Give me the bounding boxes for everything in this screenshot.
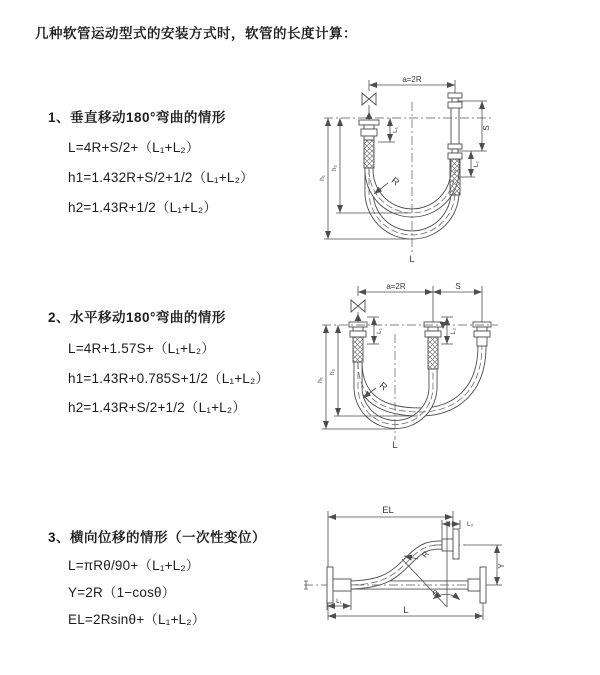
radius-label: R xyxy=(420,549,431,560)
dim-label-s: S xyxy=(455,282,461,291)
bottom-right-flange xyxy=(468,567,486,603)
page-title: 几种软管运动型式的安装方式时，软管的长度计算： xyxy=(35,26,357,41)
formula-line: h1=1.43R+0.785S+1/2（L₁+L₂） xyxy=(68,371,270,386)
dim-label-l2: L₂ xyxy=(450,327,457,335)
dim-label-l1: L₁ xyxy=(392,127,399,133)
left-fitting xyxy=(359,112,379,168)
section-3-heading: 3、横向位移的情形（一次性变位） xyxy=(48,530,267,545)
dim-label-y: Y xyxy=(497,563,506,569)
right-pipe-fittings xyxy=(448,93,462,195)
section-2-heading: 2、水平移动180°弯曲的情形 xyxy=(48,310,226,325)
middle-fitting xyxy=(424,322,447,369)
dim-label-h1: h₁ xyxy=(317,377,324,383)
formula-line: L=4R+1.57S+（L₁+L₂） xyxy=(68,341,215,356)
formula-line: L=πRθ/90+（L₁+L₂） xyxy=(68,558,200,573)
diagram-lateral-displacement xyxy=(296,493,600,653)
length-label: L xyxy=(403,605,409,616)
top-right-flange xyxy=(442,529,459,559)
dim-label-el: EL xyxy=(382,505,394,516)
dimensions xyxy=(327,505,506,620)
dim-label-l1: L₁ xyxy=(336,598,342,605)
radius-label: R xyxy=(388,175,402,189)
dim-label-a2r: a=2R xyxy=(386,282,406,291)
diagram-vertical-180-bend xyxy=(312,76,592,266)
dim-label-l2: L₂ xyxy=(473,160,480,168)
dim-label-l2: L₂ xyxy=(467,521,474,528)
valve-icon xyxy=(362,93,376,120)
formula-line: h2=1.43R+1/2（L₁+L₂） xyxy=(68,200,218,215)
hose-tubes xyxy=(358,346,482,425)
dim-label-h2: h₂ xyxy=(329,368,336,376)
formula-line: h1=1.432R+S/2+1/2（L₁+L₂） xyxy=(68,170,254,185)
section-1-heading: 1、垂直移动180°弯曲的情形 xyxy=(48,110,226,125)
formula-line: EL=2Rsinθ+（L₁+L₂） xyxy=(68,612,206,627)
diagram-horizontal-180-bend xyxy=(310,282,600,450)
dim-label-l1: L₁ xyxy=(376,328,383,334)
length-label: L xyxy=(409,254,415,265)
right-fitting xyxy=(473,322,491,346)
formula-line: L=4R+S/2+（L₁+L₂） xyxy=(68,140,200,155)
angle-label: θ xyxy=(432,589,438,598)
radius-label: R xyxy=(376,380,390,394)
dim-label-s: S xyxy=(482,125,491,131)
valve-icon xyxy=(351,300,365,322)
dim-label-a2r: a=2R xyxy=(402,76,422,84)
formula-line: h2=1.43R+S/2+1/2（L₁+L₂） xyxy=(68,400,247,415)
length-label: L xyxy=(392,440,398,450)
dim-label-h2: h₂ xyxy=(331,164,338,172)
formula-line: Y=2R（1−cosθ） xyxy=(68,585,176,600)
dim-label-h1: h₁ xyxy=(319,175,326,181)
